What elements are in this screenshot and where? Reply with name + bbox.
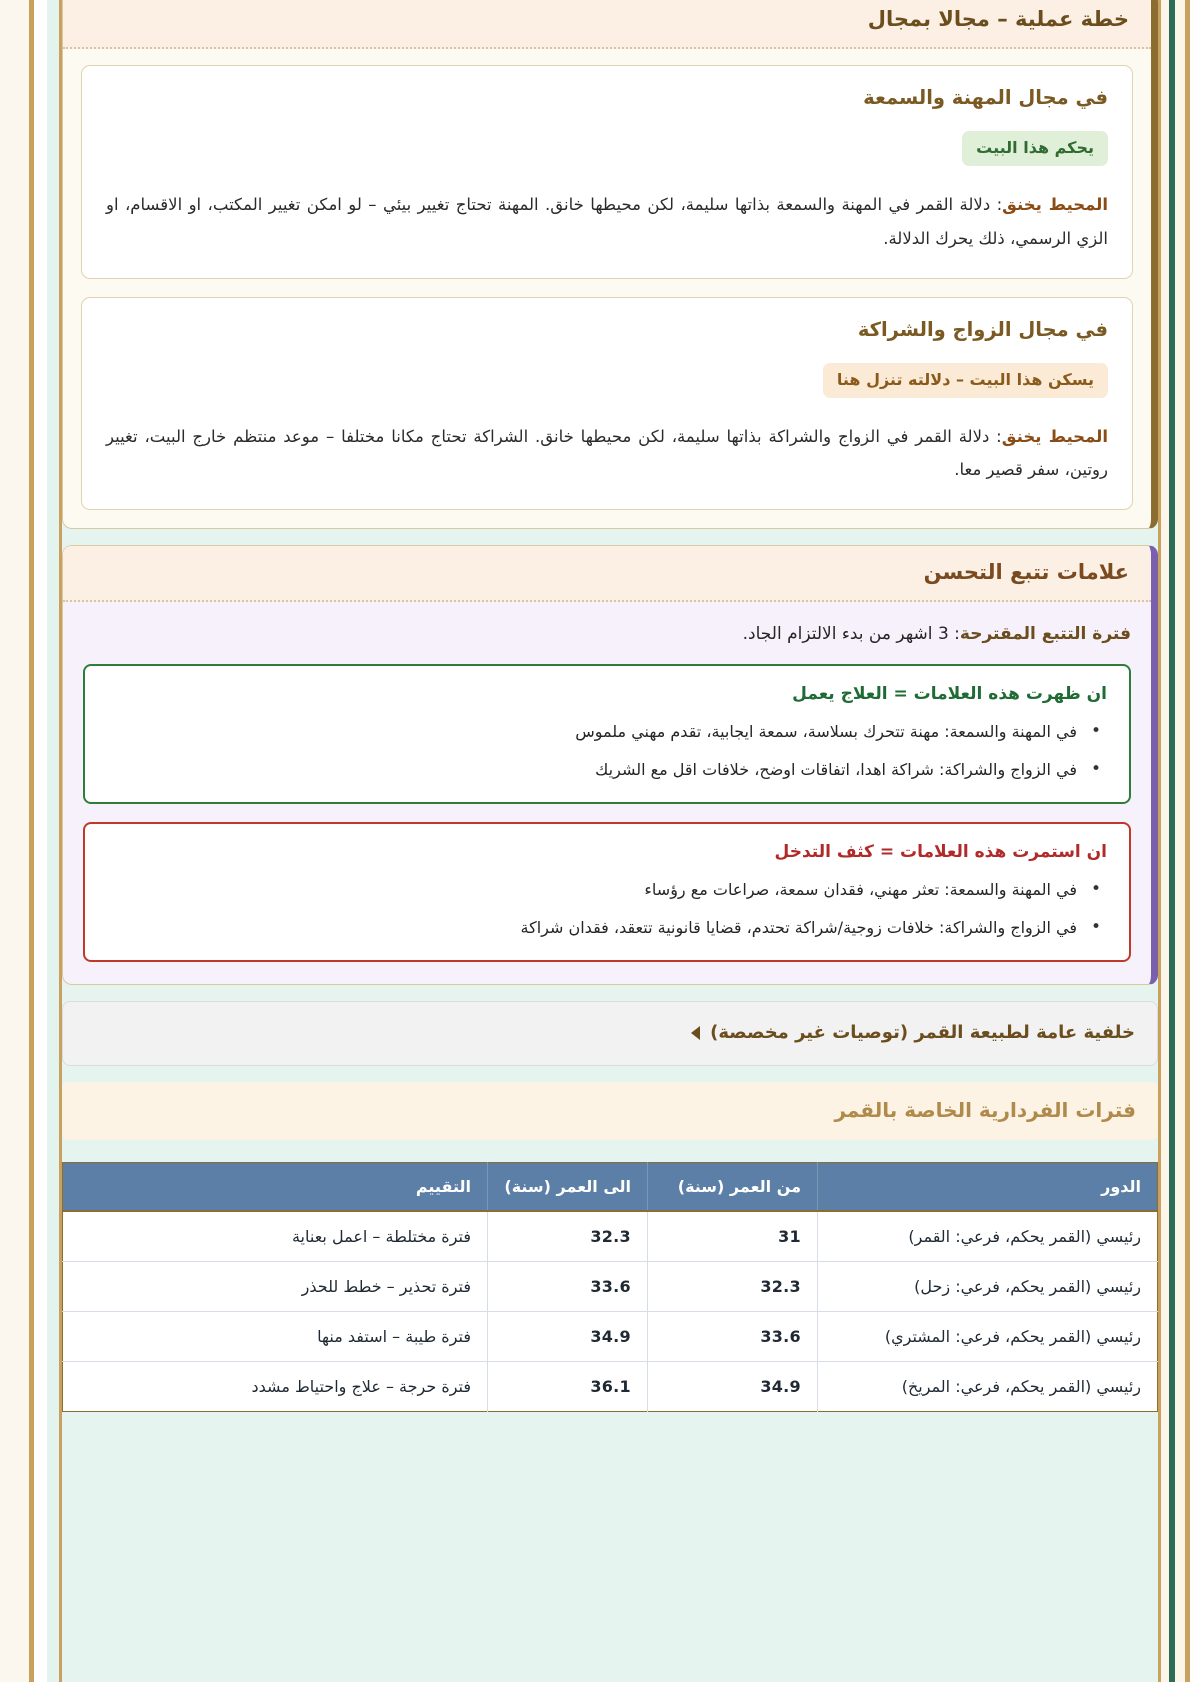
fardariya-banner bbox=[62, 1082, 1158, 1140]
cell-evaluation: فترة تحذير – خطط للحذر bbox=[63, 1262, 488, 1312]
column-header-to-age: الى العمر (سنة) bbox=[488, 1163, 648, 1212]
cell-evaluation: فترة حرجة – علاج واحتياط مشدد bbox=[63, 1362, 488, 1412]
list-item: • في الزواج والشراكة: شراكة اهدا، اتفاقات اوضح، خلافات اقل مع الشريك bbox=[107, 758, 1081, 782]
improvement-tracking-title: علامات تتبع التحسن bbox=[923, 560, 1129, 585]
cell-role: رئيسي (القمر يحكم، فرعي: المشتري) bbox=[818, 1312, 1158, 1362]
tracking-period-value: : 3 اشهر من بدء الالتزام الجاد. bbox=[742, 624, 960, 645]
practical-plan-title: خطة عملية – مجالا بمجال bbox=[867, 7, 1129, 31]
cell-from-age: 33.6 bbox=[648, 1312, 818, 1362]
marriage-card-body: : دلالة القمر في الزواج والشراكة بذاتها سليمة، لكن محيطها خانق. الشراكة تحتاج مكانا مختلفا – موعد منتظم خارج البيت، تغيير روتين، سفر قصير معا. bbox=[106, 426, 1108, 480]
right-margin-stripe-cream bbox=[1175, 0, 1185, 1682]
list-item: • في المهنة والسمعة: مهنة تتحرك بسلاسة، سمعة ايجابية، تقدم مهني ملموس bbox=[107, 720, 1081, 744]
cell-from-age: 34.9 bbox=[648, 1362, 818, 1412]
cell-to-age: 33.6 bbox=[488, 1262, 648, 1312]
improvement-tracking-section bbox=[62, 545, 1158, 985]
positive-signs-title: ان ظهرت هذه العلامات = العلاج يعمل bbox=[792, 684, 1107, 705]
career-card-heading: في مجال المهنة والسمعة bbox=[863, 86, 1108, 109]
content-canvas bbox=[62, 0, 1158, 1682]
list-item: • في المهنة والسمعة: تعثر مهني، فقدان سمعة، صراعات مع رؤساء bbox=[107, 878, 1081, 902]
moon-background-summary-label: خلفية عامة لطبيعة القمر (توصيات غير مخصصة) bbox=[710, 1022, 1135, 1044]
practical-plan-body bbox=[63, 49, 1151, 528]
cell-to-age: 34.9 bbox=[488, 1312, 648, 1362]
warning-signs-title: ان استمرت هذه العلامات = كثف التدخل bbox=[774, 842, 1107, 863]
marriage-partnership-card bbox=[81, 297, 1133, 511]
column-header-evaluation: التقييم bbox=[63, 1163, 488, 1212]
positive-signs-box bbox=[83, 664, 1131, 804]
table-row bbox=[63, 1362, 1158, 1412]
career-reputation-card bbox=[81, 65, 1133, 279]
marriage-card-badge: يسكن هذا البيت – دلالته تنزل هنا bbox=[823, 363, 1108, 398]
right-margin-stripe-cream-2 bbox=[1161, 0, 1169, 1682]
career-card-body: : دلالة القمر في المهنة والسمعة بذاتها سليمة، لكن محيطها خانق. المهنة تحتاج تغيير بيئي – لو امكن تغيير المكتب، او الاقسام، او الزي الرسمي، ذلك يحرك الدلالة. bbox=[106, 195, 1108, 248]
moon-background-summary[interactable] bbox=[85, 1022, 1135, 1043]
improvement-tracking-body bbox=[63, 602, 1151, 984]
table-row bbox=[63, 1211, 1158, 1262]
fardariya-banner-title: فترات الفردارية الخاصة بالقمر bbox=[834, 1098, 1136, 1123]
career-card-badge: يحكم هذا البيت bbox=[962, 131, 1108, 166]
warning-signs-box bbox=[83, 822, 1131, 962]
cell-role: رئيسي (القمر يحكم، فرعي: القمر) bbox=[818, 1211, 1158, 1262]
fardariya-table-body bbox=[63, 1211, 1158, 1412]
table-row bbox=[63, 1312, 1158, 1362]
right-margin-stripe-green bbox=[1169, 0, 1175, 1682]
table-row bbox=[63, 1262, 1158, 1312]
chevron-right-icon bbox=[691, 1026, 700, 1040]
warning-signs-list bbox=[107, 878, 1107, 940]
cell-to-age: 32.3 bbox=[488, 1211, 648, 1262]
cell-evaluation: فترة طيبة – استفد منها bbox=[63, 1312, 488, 1362]
right-margin-stripe-gold bbox=[1185, 0, 1190, 1682]
fardariya-table-head bbox=[63, 1163, 1158, 1212]
career-card-paragraph bbox=[106, 188, 1108, 256]
career-card-lead: المحيط يخنق bbox=[1002, 195, 1108, 214]
left-margin-stripe-mint bbox=[47, 0, 59, 1682]
cell-from-age: 32.3 bbox=[648, 1262, 818, 1312]
column-header-from-age: من العمر (سنة) bbox=[648, 1163, 818, 1212]
left-margin-stripe-tan bbox=[0, 0, 29, 1682]
cell-role: رئيسي (القمر يحكم، فرعي: زحل) bbox=[818, 1262, 1158, 1312]
cell-evaluation: فترة مختلطة – اعمل بعناية bbox=[63, 1211, 488, 1262]
practical-plan-header bbox=[63, 0, 1151, 49]
table-header-row bbox=[63, 1163, 1158, 1212]
cell-role: رئيسي (القمر يحكم، فرعي: المريخ) bbox=[818, 1362, 1158, 1412]
cell-to-age: 36.1 bbox=[488, 1362, 648, 1412]
right-margin-stripe-gold-2 bbox=[1158, 0, 1161, 1682]
improvement-tracking-header bbox=[63, 546, 1151, 602]
marriage-card-lead: المحيط يخنق bbox=[1001, 426, 1108, 446]
fardariya-table bbox=[62, 1162, 1158, 1412]
tracking-period-label: فترة التتبع المقترحة bbox=[959, 624, 1131, 645]
marriage-card-heading: في مجال الزواج والشراكة bbox=[857, 317, 1108, 341]
left-margin-stripe-white bbox=[34, 0, 47, 1682]
practical-plan-section bbox=[62, 0, 1158, 529]
positive-signs-list bbox=[107, 720, 1107, 782]
cell-from-age: 31 bbox=[648, 1211, 818, 1262]
list-item: • في الزواج والشراكة: خلافات زوجية/شراكة تحتدم، قضايا قانونية تتعقد، فقدان شراكة bbox=[107, 916, 1081, 940]
moon-background-details[interactable] bbox=[62, 1001, 1158, 1066]
marriage-card-paragraph bbox=[106, 420, 1108, 488]
column-header-role: الدور bbox=[818, 1163, 1158, 1212]
tracking-period-line bbox=[83, 624, 1131, 644]
